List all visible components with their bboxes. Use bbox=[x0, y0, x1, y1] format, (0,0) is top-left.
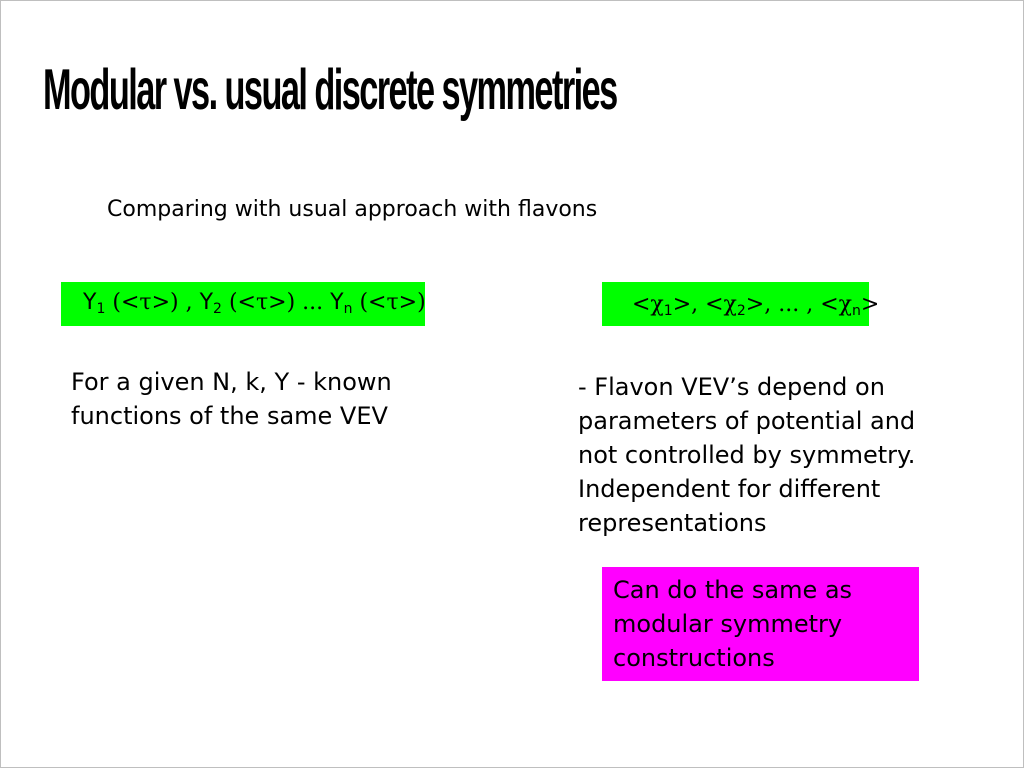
y2-subscript: 2 bbox=[213, 301, 222, 317]
flavon-description-line: - Flavon VEV’s depend on bbox=[578, 373, 885, 401]
flavon-description-line: parameters of potential and bbox=[578, 407, 916, 435]
flavon-description-line: Independent for different bbox=[578, 475, 881, 503]
yn-argument: (<τ>) bbox=[359, 290, 426, 315]
modular-forms-box bbox=[61, 282, 425, 326]
highlight-box bbox=[602, 567, 919, 681]
chi2-subscript: 2 bbox=[736, 303, 746, 319]
highlight-line: modular symmetry bbox=[613, 610, 843, 638]
slide-title: Modular vs. usual discrete symmetries bbox=[43, 58, 617, 122]
flavon-vevs-box bbox=[602, 282, 880, 326]
chi2-open: <χ bbox=[705, 292, 737, 317]
modular-description-line: For a given N, k, Y - known bbox=[71, 368, 392, 396]
y1-subscript: 1 bbox=[96, 301, 106, 317]
yn-symbol: Y bbox=[330, 290, 344, 315]
modular-description-line: functions of the same VEV bbox=[71, 402, 388, 430]
y2-argument: (<τ>) ... bbox=[228, 290, 331, 315]
yn-subscript: n bbox=[343, 301, 353, 317]
y1-symbol: Y bbox=[83, 290, 97, 315]
chi2-close: >, ... , bbox=[745, 292, 821, 317]
modular-description bbox=[71, 365, 392, 433]
y2-symbol: Y bbox=[199, 290, 214, 315]
y1-argument: (<τ>) , bbox=[112, 290, 193, 315]
chin-open: <χ bbox=[820, 292, 852, 317]
chin-close: > bbox=[860, 292, 880, 317]
highlight-line: constructions bbox=[613, 644, 775, 672]
chin-subscript: n bbox=[851, 303, 861, 319]
flavon-description bbox=[578, 370, 915, 540]
flavon-description-line: not controlled by symmetry. bbox=[578, 441, 916, 469]
flavon-description-line: representations bbox=[578, 509, 767, 537]
chi1-close: >, bbox=[672, 292, 706, 317]
chi1-open: <χ bbox=[632, 292, 664, 317]
slide-subtitle: Comparing with usual approach with flavons bbox=[107, 197, 598, 222]
chi1-subscript: 1 bbox=[663, 303, 673, 319]
highlight-line: Can do the same as bbox=[613, 576, 853, 604]
